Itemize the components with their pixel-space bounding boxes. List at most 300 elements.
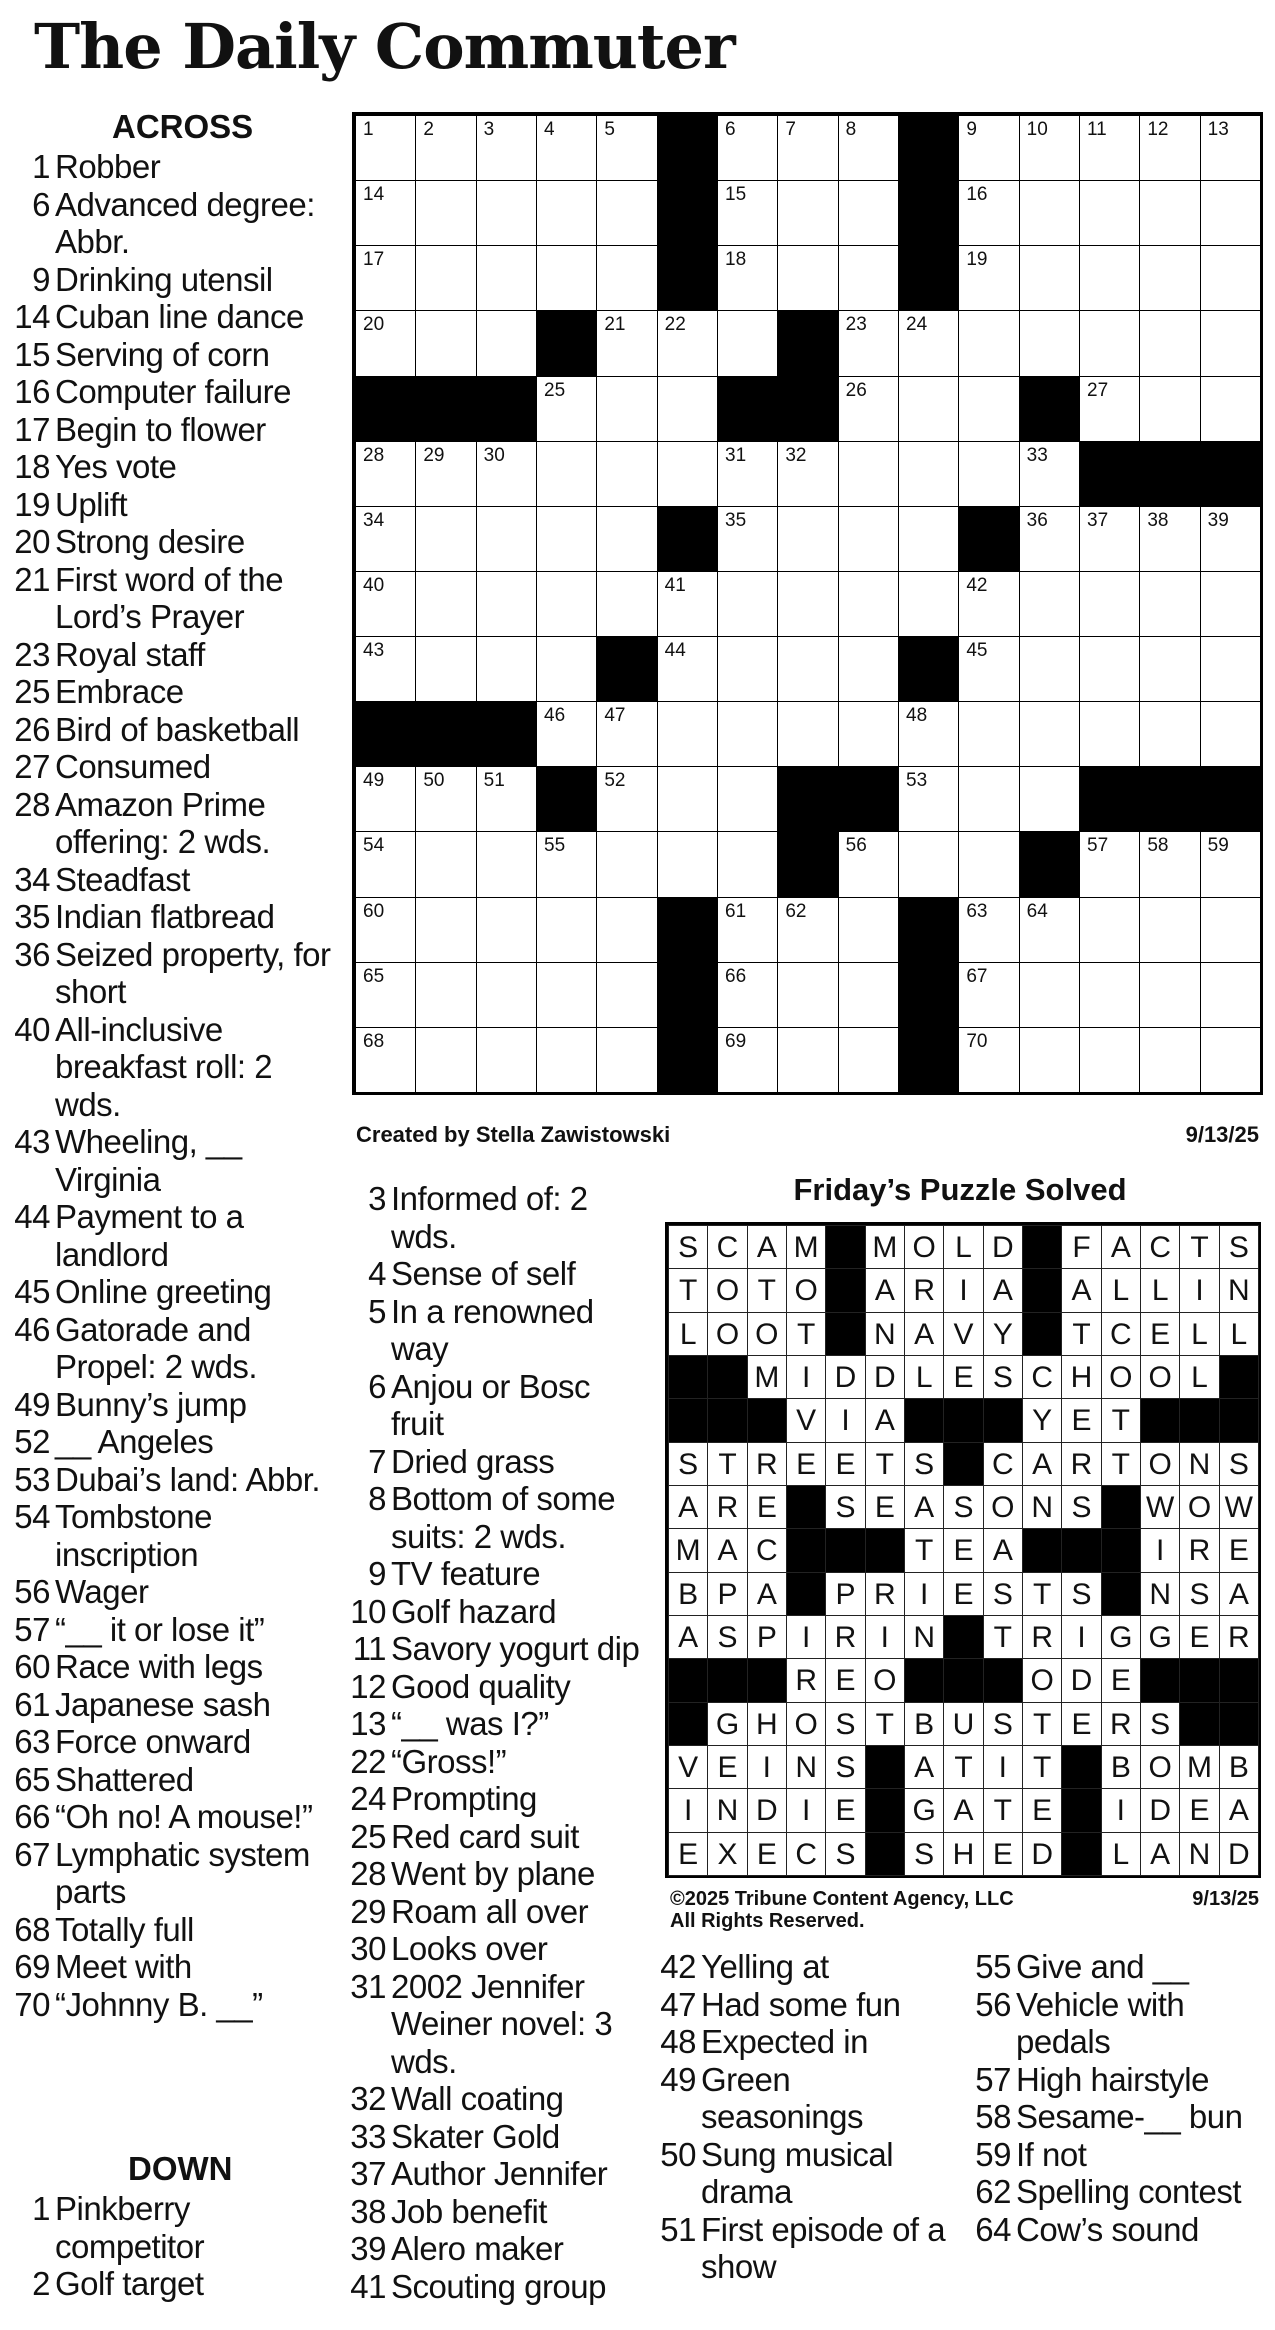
grid-cell[interactable]	[536, 441, 597, 507]
grid-cell[interactable]	[657, 701, 718, 767]
grid-cell[interactable]	[777, 636, 838, 702]
solution-letter: M	[747, 1355, 787, 1399]
grid-cell[interactable]	[596, 441, 657, 507]
grid-cell[interactable]	[1019, 766, 1080, 832]
grid-cell[interactable]	[1200, 115, 1261, 181]
solution-letter: M	[1179, 1745, 1219, 1789]
grid-cell[interactable]	[1079, 701, 1140, 767]
solution-letter: G	[707, 1702, 747, 1746]
grid-cell[interactable]	[838, 701, 899, 767]
grid-cell[interactable]	[958, 376, 1019, 442]
clue-number: 3	[368, 1180, 386, 1217]
grid-cell[interactable]	[1139, 310, 1200, 376]
solution-block	[1101, 1485, 1141, 1529]
cell-number: 14	[363, 184, 385, 206]
solution-letter: L	[1140, 1268, 1180, 1312]
grid-cell[interactable]	[1019, 701, 1080, 767]
grid-cell[interactable]	[415, 831, 476, 897]
clue-text: Cuban line dance	[55, 298, 304, 335]
clue-item	[8, 636, 338, 674]
grid-cell[interactable]	[1019, 310, 1080, 376]
grid-cell[interactable]	[838, 115, 899, 181]
cell-number: 29	[423, 444, 445, 466]
grid-cell[interactable]	[1079, 310, 1140, 376]
grid-cell[interactable]	[596, 180, 657, 246]
solution-letter: N	[1022, 1485, 1062, 1529]
grid-cell[interactable]	[536, 506, 597, 572]
grid-cell[interactable]	[536, 962, 597, 1028]
grid-cell[interactable]	[838, 636, 899, 702]
solution-letter: D	[1061, 1658, 1101, 1702]
grid-cell[interactable]	[596, 701, 657, 767]
grid-cell[interactable]	[777, 897, 838, 963]
solution-block	[707, 1355, 747, 1399]
grid-cell[interactable]	[355, 766, 416, 832]
clue-number: 45	[14, 1273, 50, 1310]
clue-item	[340, 2193, 640, 2231]
grid-cell[interactable]	[958, 115, 1019, 181]
grid-cell[interactable]	[657, 766, 718, 832]
solution-block	[786, 1528, 826, 1572]
grid-cell[interactable]	[717, 245, 778, 311]
grid-cell[interactable]	[1019, 115, 1080, 181]
grid-cell[interactable]	[838, 180, 899, 246]
clue-item	[8, 711, 338, 749]
solution-letter: T	[1101, 1442, 1141, 1486]
clue-item	[8, 336, 338, 374]
grid-cell[interactable]	[1019, 441, 1080, 507]
grid-cell[interactable]	[415, 1027, 476, 1093]
grid-cell[interactable]	[777, 1027, 838, 1093]
grid-cell[interactable]	[596, 831, 657, 897]
grid-cell[interactable]	[1200, 636, 1261, 702]
grid-cell[interactable]	[476, 180, 537, 246]
solution-letter: O	[1101, 1355, 1141, 1399]
copyright-line-1: ©2025 Tribune Content Agency, LLC	[670, 1888, 1014, 1910]
grid-cell[interactable]	[355, 897, 416, 963]
clue-number: 60	[14, 1648, 50, 1685]
grid-cell[interactable]	[958, 962, 1019, 1028]
clue-item	[650, 1948, 950, 1986]
grid-cell[interactable]	[355, 506, 416, 572]
solution-letter: A	[983, 1268, 1023, 1312]
grid-cell[interactable]	[536, 1027, 597, 1093]
grid-cell[interactable]	[838, 376, 899, 442]
grid-cell[interactable]	[1079, 180, 1140, 246]
grid-cell[interactable]	[536, 636, 597, 702]
grid-cell[interactable]	[536, 701, 597, 767]
grid-cell[interactable]	[958, 245, 1019, 311]
grid-cell[interactable]	[355, 245, 416, 311]
solution-letter: G	[1140, 1615, 1180, 1659]
grid-cell[interactable]	[1079, 115, 1140, 181]
grid-cell[interactable]	[1079, 636, 1140, 702]
cell-number: 58	[1147, 835, 1169, 857]
grid-cell[interactable]	[415, 962, 476, 1028]
clue-text: “Gross!”	[391, 1742, 507, 1780]
solution-block	[865, 1788, 905, 1832]
grid-cell[interactable]	[415, 571, 476, 637]
grid-cell[interactable]	[838, 897, 899, 963]
cell-number: 38	[1147, 509, 1169, 531]
grid-cell[interactable]	[838, 962, 899, 1028]
grid-cell[interactable]	[1019, 506, 1080, 572]
clue-number: 38	[350, 2192, 386, 2230]
down-clue-list-right-2	[965, 1948, 1265, 2248]
grid-cell[interactable]	[777, 701, 838, 767]
solution-letter: T	[1101, 1398, 1141, 1442]
grid-cell[interactable]	[777, 245, 838, 311]
grid-cell[interactable]	[415, 180, 476, 246]
grid-cell[interactable]	[777, 962, 838, 1028]
grid-cell[interactable]	[838, 245, 899, 311]
grid-cell[interactable]	[1079, 831, 1140, 897]
clue-number: 7	[368, 1442, 386, 1480]
grid-cell[interactable]	[717, 180, 778, 246]
grid-cell[interactable]	[1019, 1027, 1080, 1093]
grid-cell[interactable]	[898, 376, 959, 442]
grid-cell[interactable]	[1139, 571, 1200, 637]
solution-letter: S	[1219, 1442, 1259, 1486]
grid-cell[interactable]	[958, 766, 1019, 832]
grid-cell[interactable]	[1200, 962, 1261, 1028]
clue-number: 29	[350, 1892, 386, 1930]
grid-cell[interactable]	[1019, 962, 1080, 1028]
clue-text: Sense of self	[391, 1255, 576, 1292]
clue-item	[8, 373, 338, 411]
grid-cell[interactable]	[355, 180, 416, 246]
grid-block	[355, 701, 416, 767]
cell-number: 36	[1026, 509, 1048, 531]
grid-cell[interactable]	[1139, 115, 1200, 181]
grid-cell[interactable]	[838, 441, 899, 507]
cell-number: 10	[1026, 119, 1048, 140]
solution-letter: N	[865, 1312, 905, 1356]
grid-cell[interactable]	[1200, 571, 1261, 637]
grid-cell[interactable]	[596, 115, 657, 181]
grid-cell[interactable]	[355, 831, 416, 897]
grid-cell[interactable]	[898, 310, 959, 376]
clue-number: 14	[14, 298, 50, 335]
grid-cell[interactable]	[717, 701, 778, 767]
solution-block	[668, 1355, 708, 1399]
grid-block	[1019, 376, 1080, 442]
grid-cell[interactable]	[717, 506, 778, 572]
grid-cell[interactable]	[536, 180, 597, 246]
grid-cell[interactable]	[476, 636, 537, 702]
grid-cell[interactable]	[596, 897, 657, 963]
grid-cell[interactable]	[596, 766, 657, 832]
grid-cell[interactable]	[1019, 636, 1080, 702]
grid-cell[interactable]	[717, 962, 778, 1028]
grid-cell[interactable]	[717, 441, 778, 507]
grid-cell[interactable]	[898, 831, 959, 897]
clue-number: 47	[660, 1985, 696, 2023]
solution-block	[1061, 1788, 1101, 1832]
clue-text: Red card suit	[391, 1817, 579, 1855]
solution-grid	[665, 1222, 1261, 1878]
clue-text: Vehicle with pedals	[1016, 1985, 1185, 2060]
grid-cell[interactable]	[355, 115, 416, 181]
clue-item	[965, 2136, 1265, 2174]
clue-text: Indian flatbread	[55, 898, 275, 935]
grid-cell[interactable]	[1139, 506, 1200, 572]
grid-cell[interactable]	[596, 310, 657, 376]
clue-number: 4	[368, 1255, 386, 1292]
grid-cell[interactable]	[415, 245, 476, 311]
grid-cell[interactable]	[657, 441, 718, 507]
grid-block	[898, 1027, 959, 1093]
grid-cell[interactable]	[1019, 571, 1080, 637]
solution-letter: D	[1140, 1788, 1180, 1832]
grid-cell[interactable]	[898, 506, 959, 572]
grid-cell[interactable]	[1079, 376, 1140, 442]
grid-cell[interactable]	[898, 571, 959, 637]
grid-cell[interactable]	[777, 506, 838, 572]
solution-letter: A	[747, 1572, 787, 1616]
clue-text: Dubai’s land: Abbr.	[55, 1460, 321, 1498]
solution-letter: H	[747, 1702, 787, 1746]
clue-item	[8, 1836, 338, 1911]
grid-cell[interactable]	[536, 897, 597, 963]
clue-item	[8, 861, 338, 899]
clue-text: Computer failure	[55, 373, 291, 410]
grid-cell[interactable]	[717, 1027, 778, 1093]
cell-number: 63	[966, 900, 988, 922]
clue-text: Serving of corn	[55, 335, 270, 373]
grid-cell[interactable]	[838, 571, 899, 637]
clue-text: Anjou or Bosc fruit	[391, 1367, 590, 1442]
grid-cell[interactable]	[1200, 701, 1261, 767]
grid-cell[interactable]	[476, 441, 537, 507]
grid-cell[interactable]	[1139, 180, 1200, 246]
grid-cell[interactable]	[415, 636, 476, 702]
grid-cell[interactable]	[1079, 962, 1140, 1028]
grid-cell[interactable]	[1019, 180, 1080, 246]
solution-block	[1140, 1658, 1180, 1702]
grid-cell[interactable]	[476, 766, 537, 832]
grid-cell[interactable]	[958, 571, 1019, 637]
grid-cell[interactable]	[476, 115, 537, 181]
grid-cell[interactable]	[1079, 1027, 1140, 1093]
grid-cell[interactable]	[717, 571, 778, 637]
clue-item	[8, 898, 338, 936]
clue-number: 25	[14, 673, 50, 710]
grid-cell[interactable]	[958, 180, 1019, 246]
grid-cell[interactable]	[536, 831, 597, 897]
grid-cell[interactable]	[1139, 831, 1200, 897]
solution-block	[825, 1268, 865, 1312]
grid-cell[interactable]	[476, 831, 537, 897]
clue-item	[8, 1648, 338, 1686]
grid-cell[interactable]	[657, 831, 718, 897]
grid-cell[interactable]	[596, 571, 657, 637]
grid-cell[interactable]	[415, 310, 476, 376]
clue-number: 31	[350, 1967, 386, 2005]
clue-text: Sesame-__ bun	[1016, 2098, 1243, 2135]
grid-cell[interactable]	[1139, 897, 1200, 963]
solution-letter: L	[943, 1225, 983, 1269]
solution-block	[668, 1398, 708, 1442]
clue-number: 10	[350, 1592, 386, 1630]
grid-cell[interactable]	[1200, 506, 1261, 572]
grid-cell[interactable]	[777, 180, 838, 246]
clue-number: 18	[14, 448, 50, 485]
grid-cell[interactable]	[777, 571, 838, 637]
grid-cell[interactable]	[1200, 245, 1261, 311]
grid-cell[interactable]	[476, 1027, 537, 1093]
clue-text: Give and __	[1016, 1948, 1189, 1985]
solution-letter: S	[1061, 1485, 1101, 1529]
clue-number: 28	[14, 785, 50, 823]
grid-block	[536, 310, 597, 376]
grid-cell[interactable]	[1139, 636, 1200, 702]
solution-block	[1179, 1658, 1219, 1702]
grid-cell[interactable]	[355, 962, 416, 1028]
grid-cell[interactable]	[717, 766, 778, 832]
solution-block	[865, 1528, 905, 1572]
grid-cell[interactable]	[838, 1027, 899, 1093]
clue-item	[340, 1743, 640, 1781]
grid-cell[interactable]	[476, 962, 537, 1028]
grid-cell[interactable]	[596, 506, 657, 572]
grid-cell[interactable]	[1200, 1027, 1261, 1093]
grid-cell[interactable]	[415, 441, 476, 507]
grid-cell[interactable]	[536, 376, 597, 442]
clue-number: 28	[350, 1855, 386, 1892]
solution-block	[1179, 1398, 1219, 1442]
clue-text: Tombstone inscription	[55, 1498, 212, 1573]
grid-cell[interactable]	[657, 376, 718, 442]
grid-cell[interactable]	[657, 571, 718, 637]
grid-cell[interactable]	[958, 636, 1019, 702]
grid-block	[898, 115, 959, 181]
grid-cell[interactable]	[1200, 831, 1261, 897]
clue-number: 46	[14, 1310, 50, 1348]
grid-cell[interactable]	[958, 310, 1019, 376]
grid-cell[interactable]	[355, 571, 416, 637]
grid-cell[interactable]	[1079, 897, 1140, 963]
clue-item	[340, 2080, 640, 2118]
grid-cell[interactable]	[596, 376, 657, 442]
solution-letter: L	[1219, 1312, 1259, 1356]
grid-cell[interactable]	[1079, 571, 1140, 637]
grid-cell[interactable]	[1019, 245, 1080, 311]
grid-cell[interactable]	[1139, 376, 1200, 442]
grid-cell[interactable]	[958, 1027, 1019, 1093]
grid-cell[interactable]	[898, 441, 959, 507]
clue-text: Wall coating	[391, 2080, 564, 2117]
grid-cell[interactable]	[717, 897, 778, 963]
clue-number: 15	[14, 335, 50, 373]
grid-cell[interactable]	[355, 1027, 416, 1093]
solution-letter: S	[1179, 1572, 1219, 1616]
grid-cell[interactable]	[596, 1027, 657, 1093]
clue-item	[650, 2023, 950, 2061]
grid-cell[interactable]	[958, 897, 1019, 963]
grid-block	[657, 962, 718, 1028]
grid-cell[interactable]	[657, 310, 718, 376]
grid-cell[interactable]	[476, 310, 537, 376]
clue-number: 50	[660, 2135, 696, 2173]
solution-block	[1061, 1528, 1101, 1572]
grid-cell[interactable]	[717, 636, 778, 702]
grid-cell[interactable]	[536, 245, 597, 311]
grid-cell[interactable]	[717, 115, 778, 181]
grid-cell[interactable]	[415, 115, 476, 181]
grid-cell[interactable]	[476, 571, 537, 637]
solution-letter: C	[983, 1442, 1023, 1486]
solution-letter: L	[1101, 1268, 1141, 1312]
solution-letter: R	[1061, 1442, 1101, 1486]
solution-letter: E	[747, 1485, 787, 1529]
grid-cell[interactable]	[1019, 897, 1080, 963]
grid-cell[interactable]	[1079, 506, 1140, 572]
solution-letter: A	[1219, 1572, 1259, 1616]
grid-cell[interactable]	[476, 506, 537, 572]
grid-cell[interactable]	[596, 962, 657, 1028]
grid-cell[interactable]	[536, 571, 597, 637]
grid-cell[interactable]	[415, 506, 476, 572]
grid-cell[interactable]	[355, 636, 416, 702]
grid-cell[interactable]	[1200, 376, 1261, 442]
grid-cell[interactable]	[838, 506, 899, 572]
grid-cell[interactable]	[777, 115, 838, 181]
grid-cell[interactable]	[1139, 1027, 1200, 1093]
solution-block	[943, 1615, 983, 1659]
grid-cell[interactable]	[1079, 245, 1140, 311]
clue-item	[8, 411, 338, 449]
clue-item	[340, 2155, 640, 2193]
solution-letter: A	[668, 1485, 708, 1529]
grid-cell[interactable]	[717, 310, 778, 376]
grid-cell[interactable]	[958, 441, 1019, 507]
grid-cell[interactable]	[1139, 962, 1200, 1028]
grid-cell[interactable]	[476, 897, 537, 963]
grid-cell[interactable]	[415, 766, 476, 832]
cell-number: 18	[725, 249, 747, 271]
grid-cell[interactable]	[355, 310, 416, 376]
grid-cell[interactable]	[415, 897, 476, 963]
grid-cell[interactable]	[1200, 897, 1261, 963]
grid-cell[interactable]	[838, 831, 899, 897]
grid-cell[interactable]	[838, 310, 899, 376]
grid-cell[interactable]	[1139, 701, 1200, 767]
grid-cell[interactable]	[777, 441, 838, 507]
clue-text: Uplift	[55, 485, 128, 523]
grid-cell[interactable]	[1200, 310, 1261, 376]
grid-cell[interactable]	[657, 636, 718, 702]
grid-cell[interactable]	[536, 115, 597, 181]
grid-cell[interactable]	[355, 441, 416, 507]
grid-cell[interactable]	[898, 701, 959, 767]
cell-number: 50	[423, 770, 445, 792]
cell-number: 8	[845, 119, 857, 140]
grid-cell[interactable]	[476, 245, 537, 311]
grid-cell[interactable]	[958, 701, 1019, 767]
solution-letter: S	[668, 1442, 708, 1486]
grid-cell[interactable]	[1139, 245, 1200, 311]
grid-cell[interactable]	[596, 245, 657, 311]
across-heading: ACROSS	[112, 108, 254, 145]
grid-cell[interactable]	[1200, 180, 1261, 246]
grid-cell[interactable]	[717, 831, 778, 897]
clue-text: Online greeting	[55, 1273, 272, 1310]
grid-cell[interactable]	[898, 766, 959, 832]
grid-cell[interactable]	[958, 831, 1019, 897]
clue-item	[8, 1423, 338, 1461]
grid-block	[1079, 766, 1140, 832]
